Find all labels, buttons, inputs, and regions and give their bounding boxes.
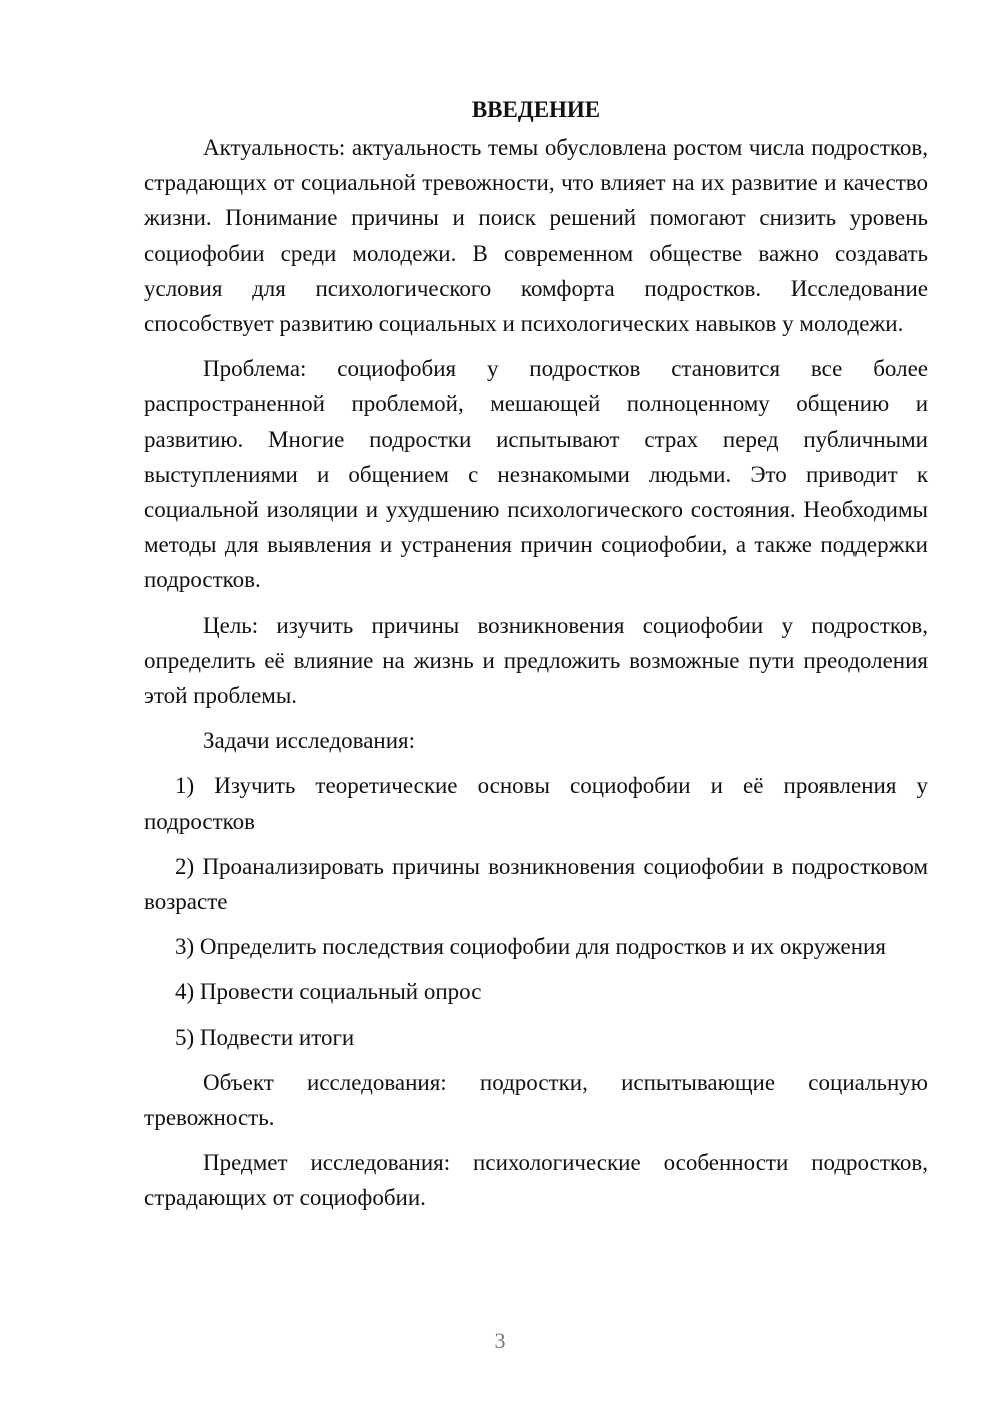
task-item-4: 4) Провести социальный опрос <box>175 979 482 1005</box>
tasks-heading: Задачи исследования: <box>203 728 416 754</box>
research-object-paragraph: Объект исследования: подростки, испытывающие социальную тревожность. <box>144 1069 928 1131</box>
problem-paragraph: Проблема: социофобия у подростков становится все более распространенной проблемой, мешающей полноценному общению и развитию. Многие подростки испытывают страх перед публичными выступлениями и общением с незнакомыми людьми. Это приводит к социальной изоляции и ухудшению психологического состояния. Необходимы методы для выявления и устранения причин социофобии, а также поддержки подростков. <box>144 356 928 593</box>
goal-paragraph: Цель: изучить причины возникновения социофобии у подростков, определить её влияние на жизнь и предложить возможные пути преодоления этой проблемы. <box>144 612 928 709</box>
relevance-paragraph: Актуальность: актуальность темы обусловлена ростом числа подростков, страдающих от социальной тревожности, что влияет на их развитие и качество жизни. Понимание причины и поиск решений помогают снизить уровень социофобии среди молодежи. В современном обществе важно создавать условия для психологического комфорта подростков. Исследование способствует развитию социальных и психологических навыков у молодежи. <box>144 135 928 337</box>
research-subject-paragraph: Предмет исследования: психологические особенности подростков, страдающих от социофобии. <box>144 1150 928 1211</box>
task-item-2: 2) Проанализировать причины возникновения социофобии в подростковом возрасте <box>144 853 928 915</box>
task-item-3: 3) Определить последствия социофобии для подростков и их окружения <box>175 934 886 960</box>
section-title: ВВЕДЕНИЕ <box>471 97 601 122</box>
document-page <box>144 92 928 1226</box>
page-number: 3 <box>494 1328 506 1353</box>
task-item-1: 1) Изучить теоретические основы социофобии и её проявления у подростков <box>144 773 928 834</box>
task-item-5: 5) Подвести итоги <box>175 1024 355 1050</box>
